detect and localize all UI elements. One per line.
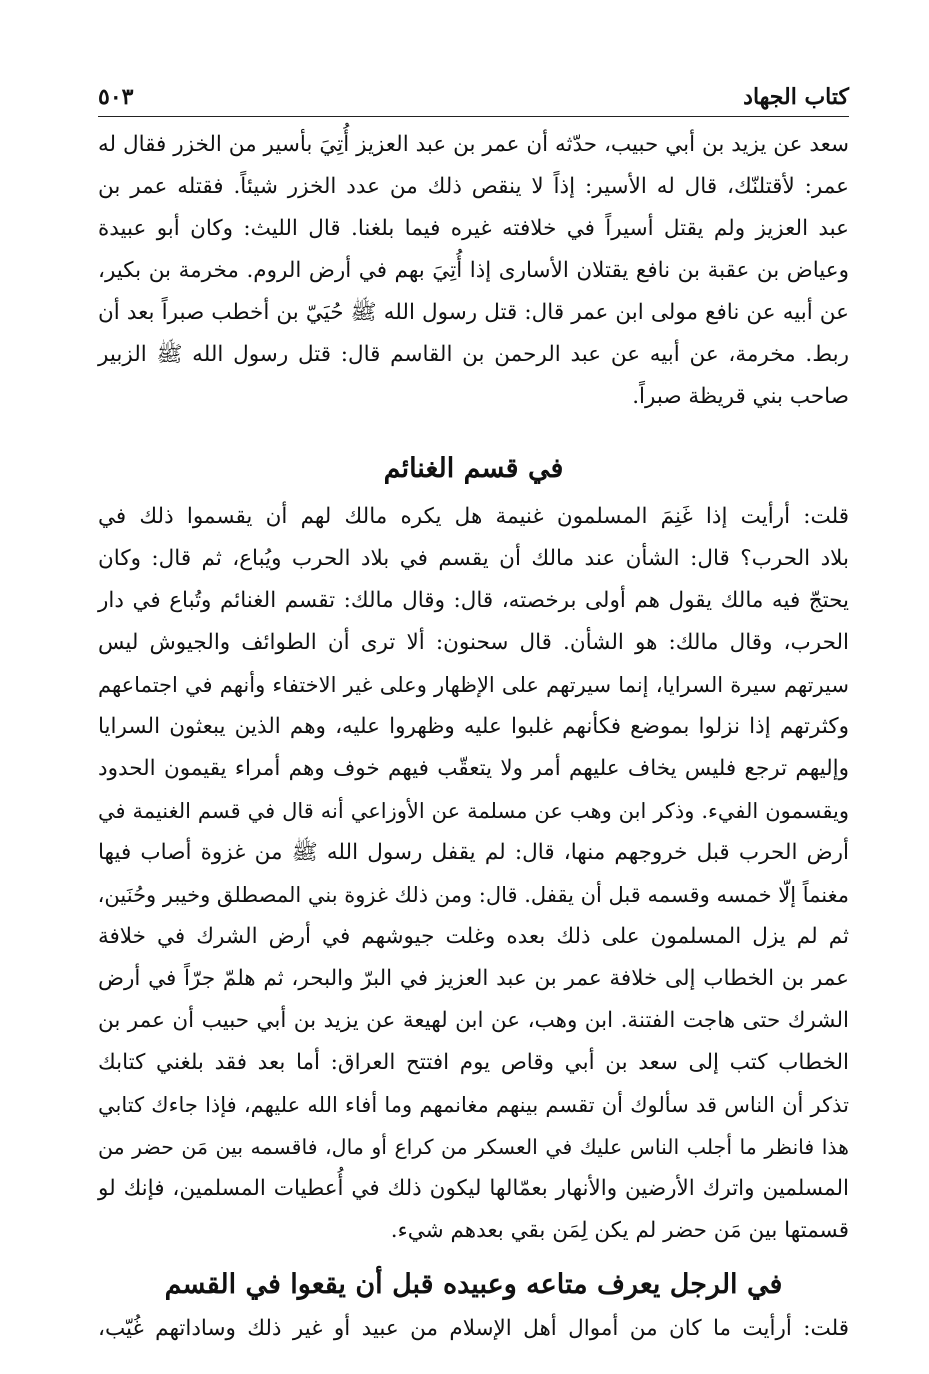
text-line: قلت: أرأيت ما كان من أموال أهل الإسلام من عبيد أو غير ذلك وساداتهم غُيّب،	[98, 1316, 849, 1341]
text-line: عمر: لأقتلنّك، قال له الأسير: إذاً لا ينقص ذلك من عدد الخزر شيئاً. فقتله عمر بن	[98, 174, 849, 199]
page-header	[98, 70, 849, 117]
text-line: عبد العزيز ولم يقتل أسيراً في خلافته غيره فيما بلغنا. قال الليث: وكان أبو عبيدة	[98, 216, 849, 241]
text-line: الخطاب كتب إلى سعد بن أبي وقاص يوم افتتح العراق: أما بعد فقد بلغني كتابك	[98, 1050, 849, 1075]
section-heading-spoils: في قسم الغنائم	[383, 453, 564, 484]
text-line: عمر بن الخطاب إلى خلافة عمر بن عبد العزيز في البرّ والبحر، ثم هلمّ جرّاً في أرض	[98, 966, 849, 991]
paragraph-property	[98, 1308, 849, 1350]
text-line: تذكر أن الناس قد سألوك أن تقسم بينهم مغانمهم وما أفاء الله عليهم، فإذا جاءك كتابي	[98, 1093, 849, 1117]
page-body	[98, 124, 849, 1350]
text-line: سيرتهم سيرة السرايا، إنما سيرتهم على الإظهار وعلى غير الاختفاء وأنهم في اجتماعهم	[98, 673, 849, 697]
text-line: ثم لم يزل المسلمون على ذلك بعده وغلت جيوشهم في أرض الشرك في خلافة	[98, 924, 849, 949]
text-line: يحتجّ فيه مالك يقول هم أولى برخصته، قال: وقال مالك: تقسم الغنائم وتُباع في دار	[98, 588, 849, 613]
text-line: وعياض بن عقبة بن نافع يقتلان الأسارى إذا أُتِيَ بهم في أرض الروم. مخرمة بن بكير،	[98, 258, 849, 283]
text-line: عن أبيه عن نافع مولى ابن عمر قال: قتل رسول الله ﷺ حُيَيّ بن أخطب صبراً بعد أن	[98, 300, 849, 325]
text-line: قسمتها بين مَن حضر لم يكن لِمَن بقي بعدهم شيء.	[390, 1218, 849, 1243]
text-line: مغنماً إلّا خمسه وقسمه قبل أن يقفل. قال: ومن ذلك غزوة بني المصطلق وخيبر وحُنَين،	[97, 883, 849, 907]
text-line: أرض الحرب قبل خروجهم منها، قال: لم يقفل رسول الله ﷺ من غزوة أصاب فيها	[98, 840, 849, 865]
text-line: وكثرتهم إذا نزلوا بموضع فكأنهم غلبوا عليه وظهروا عليه، وهم الذين يبعثون السرايا	[98, 714, 849, 739]
text-line: وإليهم ترجع فليس يخاف عليهم أمر ولا يتعقّب فيهم خوف وهم أمراء يقيمون الحدود	[98, 756, 849, 781]
page-number: ٥٠٣	[98, 84, 134, 110]
text-line: قلت: أرأيت إذا غَنِمَ المسلمون غنيمة هل يكره مالك لهم أن يقسموا ذلك في	[98, 504, 849, 529]
text-line: ويقسمون الفيء. وذكر ابن وهب عن مسلمة عن الأوزاعي أنه قال في قسم الغنيمة في	[98, 799, 849, 823]
text-line: بلاد الحرب؟ قال: الشأن عند مالك أن يقسم في بلاد الحرب ويُباع، ثم قال: وكان	[98, 546, 849, 571]
running-title: كتاب الجهاد	[743, 84, 849, 110]
section-heading-property: في الرجل يعرف متاعه وعبيده قبل أن يقعوا في القسم	[164, 1269, 783, 1300]
text-line: ربط. مخرمة، عن أبيه عن عبد الرحمن بن القاسم قال: قتل رسول الله ﷺ الزبير	[98, 342, 849, 367]
text-line: الحرب، وقال مالك: هو الشأن. قال سحنون: ألا ترى أن الطوائف والجيوش ليس	[98, 630, 849, 655]
paragraph-intro	[98, 124, 849, 418]
text-line: هذا فانظر ما أجلب الناس عليك في العسكر من كراع أو مال، فاقسمه بين مَن حضر من	[98, 1135, 849, 1159]
text-line: صاحب بني قريظة صبراً.	[632, 384, 849, 409]
text-line: سعد عن يزيد بن أبي حبيب، حدّثه أن عمر بن عبد العزيز أُتِيَ بأسير من الخزر فقال له	[98, 132, 849, 157]
text-line: الشرك حتى هاجت الفتنة. ابن وهب، عن ابن لهيعة عن يزيد بن أبي حبيب أن عمر بن	[98, 1008, 849, 1033]
paragraph-spoils	[98, 496, 849, 1252]
text-line: المسلمين واترك الأرضين والأنهار بعمّالها ليكون ذلك في أُعطيات المسلمين، فإنك لو	[98, 1176, 849, 1201]
